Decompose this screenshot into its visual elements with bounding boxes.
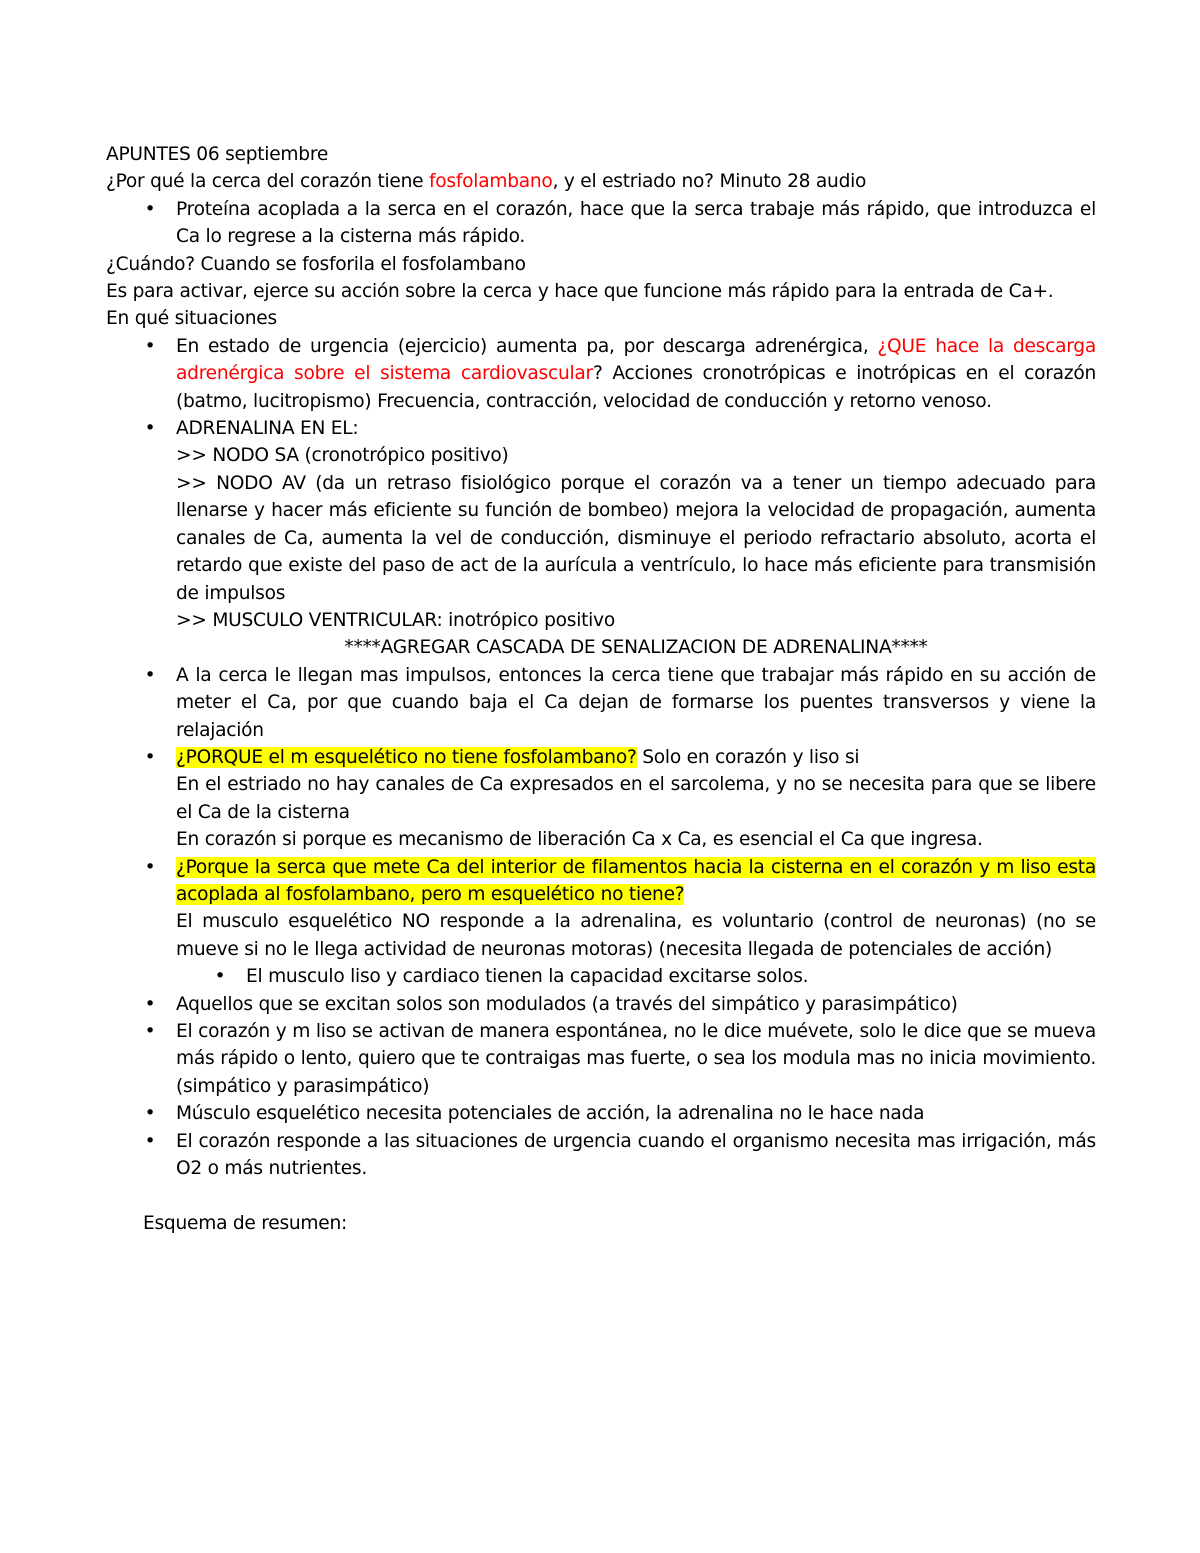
bullet-icon: • xyxy=(144,746,156,768)
list-item-text: Proteína acoplada a la serca en el corazón, hace que la serca trabaje más rápido, que introduzca el Ca lo regrese a la cisterna más rápido. xyxy=(176,198,1096,248)
bullet-list xyxy=(106,333,1096,1183)
esquema-text: Esquema de resumen: xyxy=(143,1212,348,1234)
list-item xyxy=(106,1128,1096,1183)
bullet-icon: • xyxy=(144,198,156,220)
spacer xyxy=(106,1182,1096,1209)
paragraph-activar: Es para activar, ejerce su acción sobre la cerca y hace que funcione más rápido para la entrada de Ca+. xyxy=(106,281,1054,303)
list-item-text: Aquellos que se excitan solos son modulados (a través del simpático y parasimpático) xyxy=(176,993,958,1015)
list-item xyxy=(106,991,1096,1018)
list-item xyxy=(106,662,1096,744)
question-text: ¿Por qué la cerca del corazón tiene xyxy=(106,171,429,193)
bullet-icon: • xyxy=(144,664,156,686)
list-item-text: El musculo liso y cardiaco tienen la capacidad excitarse solos. xyxy=(246,966,809,988)
list-item-text: Músculo esquelético necesita potenciales de acción, la adrenalina no le hace nada xyxy=(176,1103,925,1125)
list-item-text: El corazón responde a las situaciones de urgencia cuando el organismo necesita mas irrigación, más O2 o más nutrientes. xyxy=(176,1130,1096,1180)
bullet-icon: • xyxy=(144,1103,156,1125)
notes-body xyxy=(106,141,1096,1237)
highlighted-term: fosfolambano xyxy=(429,171,553,193)
bullet-icon: • xyxy=(144,856,156,878)
esquema-heading xyxy=(106,1210,1096,1237)
bullet-icon: • xyxy=(144,335,156,357)
agregar-cascada-note: ****AGREGAR CASCADA DE SENALIZACION DE ADRENALINA**** xyxy=(344,637,928,659)
sub-list-item xyxy=(106,963,1096,990)
list-item-adrenalina xyxy=(106,415,1096,662)
paragraph-corazon: En corazón si porque es mecanismo de liberación Ca x Ca, es esencial el Ca que ingresa. xyxy=(176,829,983,851)
adrenalina-heading: ADRENALINA EN EL: xyxy=(176,418,359,440)
list-item-text-end: ? Acciones cronotrópicas e inotrópicas en el corazón (batmo, lucitropismo) Frecuencia, contracción, velocidad de conducción y retorno venoso. xyxy=(176,363,1096,412)
highlighted-question: ¿Porque la serca que mete Ca del interior de filamentos hacia la cisterna en el corazón y m liso esta acoplada al fosfolambano, pero m esquelético no tiene? xyxy=(176,856,1096,905)
list-item xyxy=(106,1100,1096,1127)
nodo-av: >> NODO AV (da un retraso fisiológico porque el corazón va a tener un tiempo adecuado para llenarse y hacer más eficiente su función de bombeo) mejora la velocidad de propagación, aumenta canales de Ca, aumenta la vel de conducción, disminuye el periodo refractario absoluto, acorta el retardo que existe del paso de act de la aurícula a ventrículo, lo hace más eficiente para transmisión de impulsos xyxy=(176,472,1096,604)
bullet-icon: • xyxy=(214,966,226,988)
paragraph-musculo-esqueletico: El musculo esquelético NO responde a la adrenalina, es voluntario (control de neuronas) (no se mueve si no le llega actividad de neuronas motoras) (necesita llegada de potenciales de acción) xyxy=(176,911,1096,960)
page-title: APUNTES 06 septiembre xyxy=(106,144,329,165)
bullet-icon: • xyxy=(144,1021,156,1042)
list-item xyxy=(106,333,1096,415)
nodo-sa: >> NODO SA (cronotrópico positivo) xyxy=(176,445,509,467)
list-item-text: Solo en corazón y liso si xyxy=(636,746,860,768)
question-fosfolambano xyxy=(106,168,1096,195)
highlighted-question: ¿PORQUE el m esquelético no tiene fosfolambano? xyxy=(176,746,637,768)
list-item-porque-esqueletico xyxy=(106,744,1096,854)
paragraph-cuando: ¿Cuándo? Cuando se fosforila el fosfolambano xyxy=(106,253,526,275)
list-item-text: A la cerca le llegan mas impulsos, entonces la cerca tiene que trabajar más rápido en su acción de meter el Ca, por que cuando baja el Ca dejan de formarse los puentes transversos y viene la relajación xyxy=(176,664,1096,741)
question-text-end: , y el estriado no? Minuto 28 audio xyxy=(552,171,867,193)
bullet-icon: • xyxy=(144,418,156,440)
list-item-text: El corazón y m liso se activan de manera espontánea, no le dice muévete, solo le dice que se mueva más rápido o lento, quiero que te contraigas mas fuerte, o sea los modula mas no inicia movimiento. (simpático y parasimpático) xyxy=(176,1021,1096,1097)
list-item-porque-serca xyxy=(106,854,1096,964)
bullet-icon: • xyxy=(144,993,156,1015)
paragraph-situaciones: En qué situaciones xyxy=(106,308,277,330)
highlighted-question: ¿QUE hace la descarga adrenérgica sobre el sistema cardiovascular xyxy=(176,335,1097,385)
bullet-icon: • xyxy=(144,1130,156,1152)
list-item xyxy=(106,196,1096,251)
list-item-text: En estado de urgencia (ejercicio) aumenta pa, por descarga adrenérgica, xyxy=(176,335,878,357)
paragraph-estriado: En el estriado no hay canales de Ca expresados en el sarcolema, y no se necesita para que se libere el Ca de la cisterna xyxy=(176,774,1096,823)
bullet-list xyxy=(106,196,1096,251)
musculo-ventricular: >> MUSCULO VENTRICULAR: inotrópico positivo xyxy=(176,609,615,631)
list-item xyxy=(106,1018,1096,1100)
